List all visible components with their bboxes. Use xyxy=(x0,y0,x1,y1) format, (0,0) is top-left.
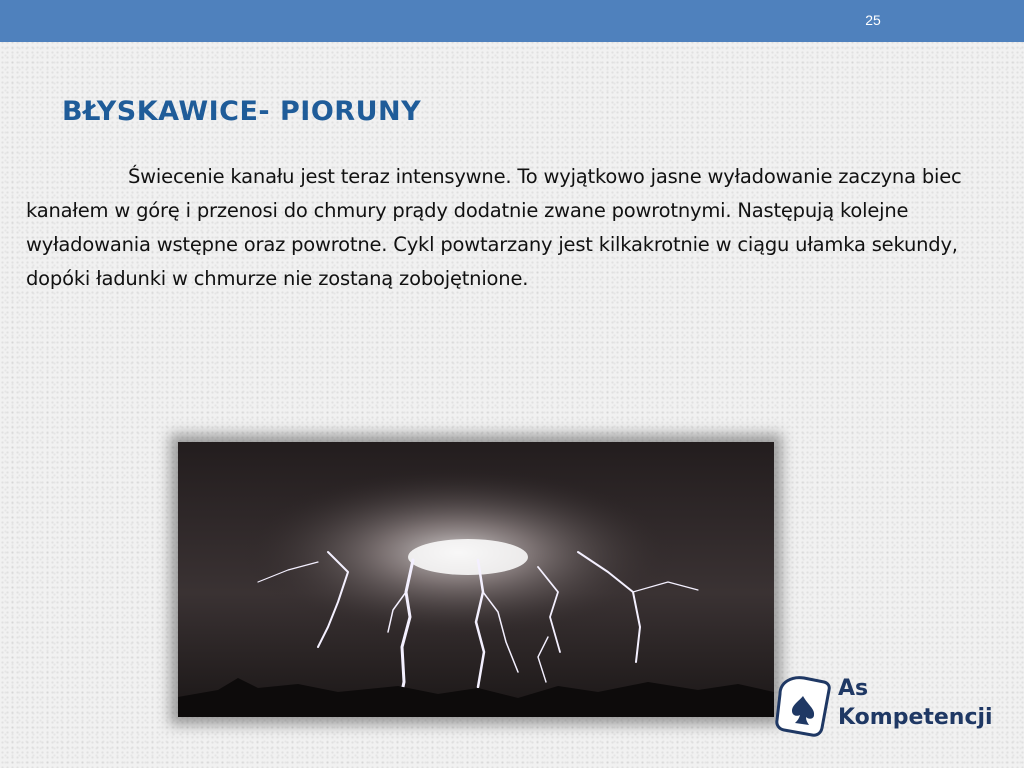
logo-line-2: Kompetencji xyxy=(838,705,993,730)
spade-icon xyxy=(770,672,834,742)
top-bar xyxy=(0,0,1024,42)
lightning-image xyxy=(178,442,774,717)
lightning-photo xyxy=(178,442,774,717)
logo-text xyxy=(838,674,993,732)
page-number: 25 xyxy=(865,12,881,28)
body-text: Świecenie kanału jest teraz intensywne. To wyjątkowo jasne wyładowanie zaczyna biec kanałem w górę i przenosi do chmury prądy dodatnie zwane powrotnymi. Następują kolejne wyładowania wstępne oraz powrotne. Cykl powtarzany jest kilkakrotnie w ciągu ułamka sekundy, dopóki ładunki w chmurze nie zostaną zobojętnione. xyxy=(26,165,962,290)
slide-title: BŁYSKAWICE- PIORUNY xyxy=(62,96,422,127)
logo-line-1: As xyxy=(838,676,869,701)
logo xyxy=(770,672,1010,744)
